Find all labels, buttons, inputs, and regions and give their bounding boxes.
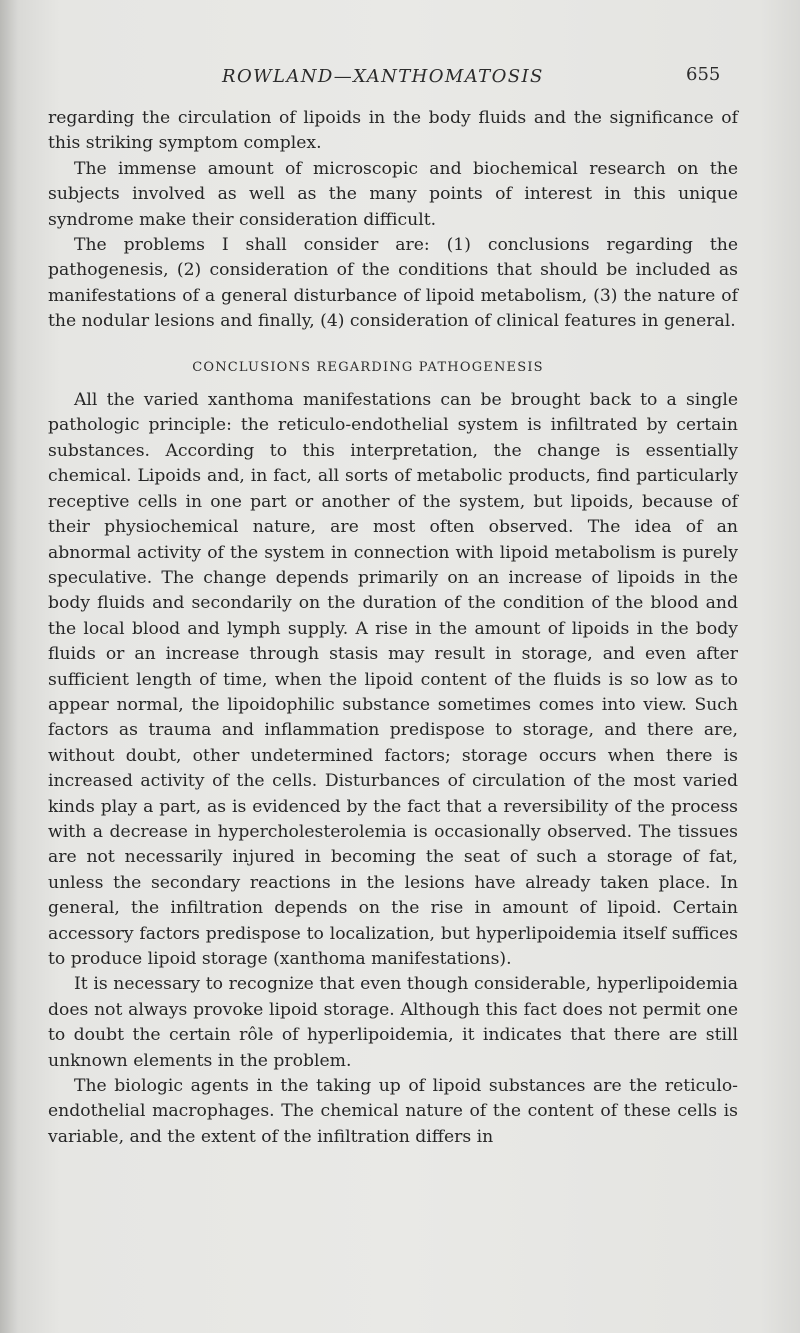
page-header xyxy=(0,66,800,96)
paragraph: It is necessary to recognize that even though considerable, hyperlipoidemia does not always provoke lipoid storage. Although this fact does not permit one to doubt the certain rôle of hyperlipoidemia, it indicates that there are still unknown elements in the problem. xyxy=(48,974,738,1071)
paragraph: regarding the circulation of lipoids in the body fluids and the significance of this striking symptom complex. xyxy=(48,108,738,154)
running-head: ROWLAND—XANTHOMATOSIS xyxy=(222,66,544,87)
paragraph: The problems I shall consider are: (1) conclusions regarding the pathogenesis, (2) consideration of the conditions that should be included as manifestations of a general disturbance of lipoid metabolism, (3) the nature of the nodular lesions and finally, (4) consideration of clinical features in general. xyxy=(48,235,738,332)
paragraph: All the varied xanthoma manifestations can be brought back to a single pathologic principle: the reticulo-endothelial system is infiltrated by certain substances. According to this interpretation, the change is essentially chemical. Lipoids and, in fact, all sorts of metabolic products, find particularly receptive cells in one part or another of the system, but lipoids, because of their physiochemical nature, are most often observed. The idea of an abnormal activity of the system in connection with lipoid metabolism is purely speculative. The change depends primarily on an increase of lipoids in the body fluids and secondarily on the duration of the condition of the blood and the local blood and lymph supply. A rise in the amount of lipoids in the body fluids or an increase through stasis may result in storage, and even after sufficient length of time, when the lipoid content of the fluids is so low as to appear normal, the lipoidophilic substance sometimes comes into view. Such factors as trauma and inflammation predispose to storage, and there are, without doubt, other undetermined factors; storage occurs when there is increased activity of the cells. Disturbances of circulation of the most varied kinds play a part, as is evidenced by the fact that a reversibility of the process with a decrease in hypercholesterolemia is occasionally observed. The tissues are not necessarily injured in becoming the seat of such a storage of fat, unless the secondary reactions in the lesions have already taken place. In general, the infiltration depends on the rise in amount of lipoid. Certain accessory factors predispose to localization, but hyperlipoidemia itself suffices to produce lipoid storage (xanthoma manifestations). xyxy=(48,390,738,969)
section-heading: CONCLUSIONS REGARDING PATHOGENESIS xyxy=(192,359,544,375)
body-text xyxy=(48,106,738,1150)
paragraph: The immense amount of microscopic and biochemical research on the subjects involved as well as the many points of interest in this unique syndrome make their consideration difficult. xyxy=(48,158,738,230)
paragraph: The biologic agents in the taking up of lipoid substances are the reticulo-endothelial macrophages. The chemical nature of the content of these cells is variable, and the extent of the infiltration differs in xyxy=(48,1076,738,1147)
page-number: 655 xyxy=(686,64,721,85)
